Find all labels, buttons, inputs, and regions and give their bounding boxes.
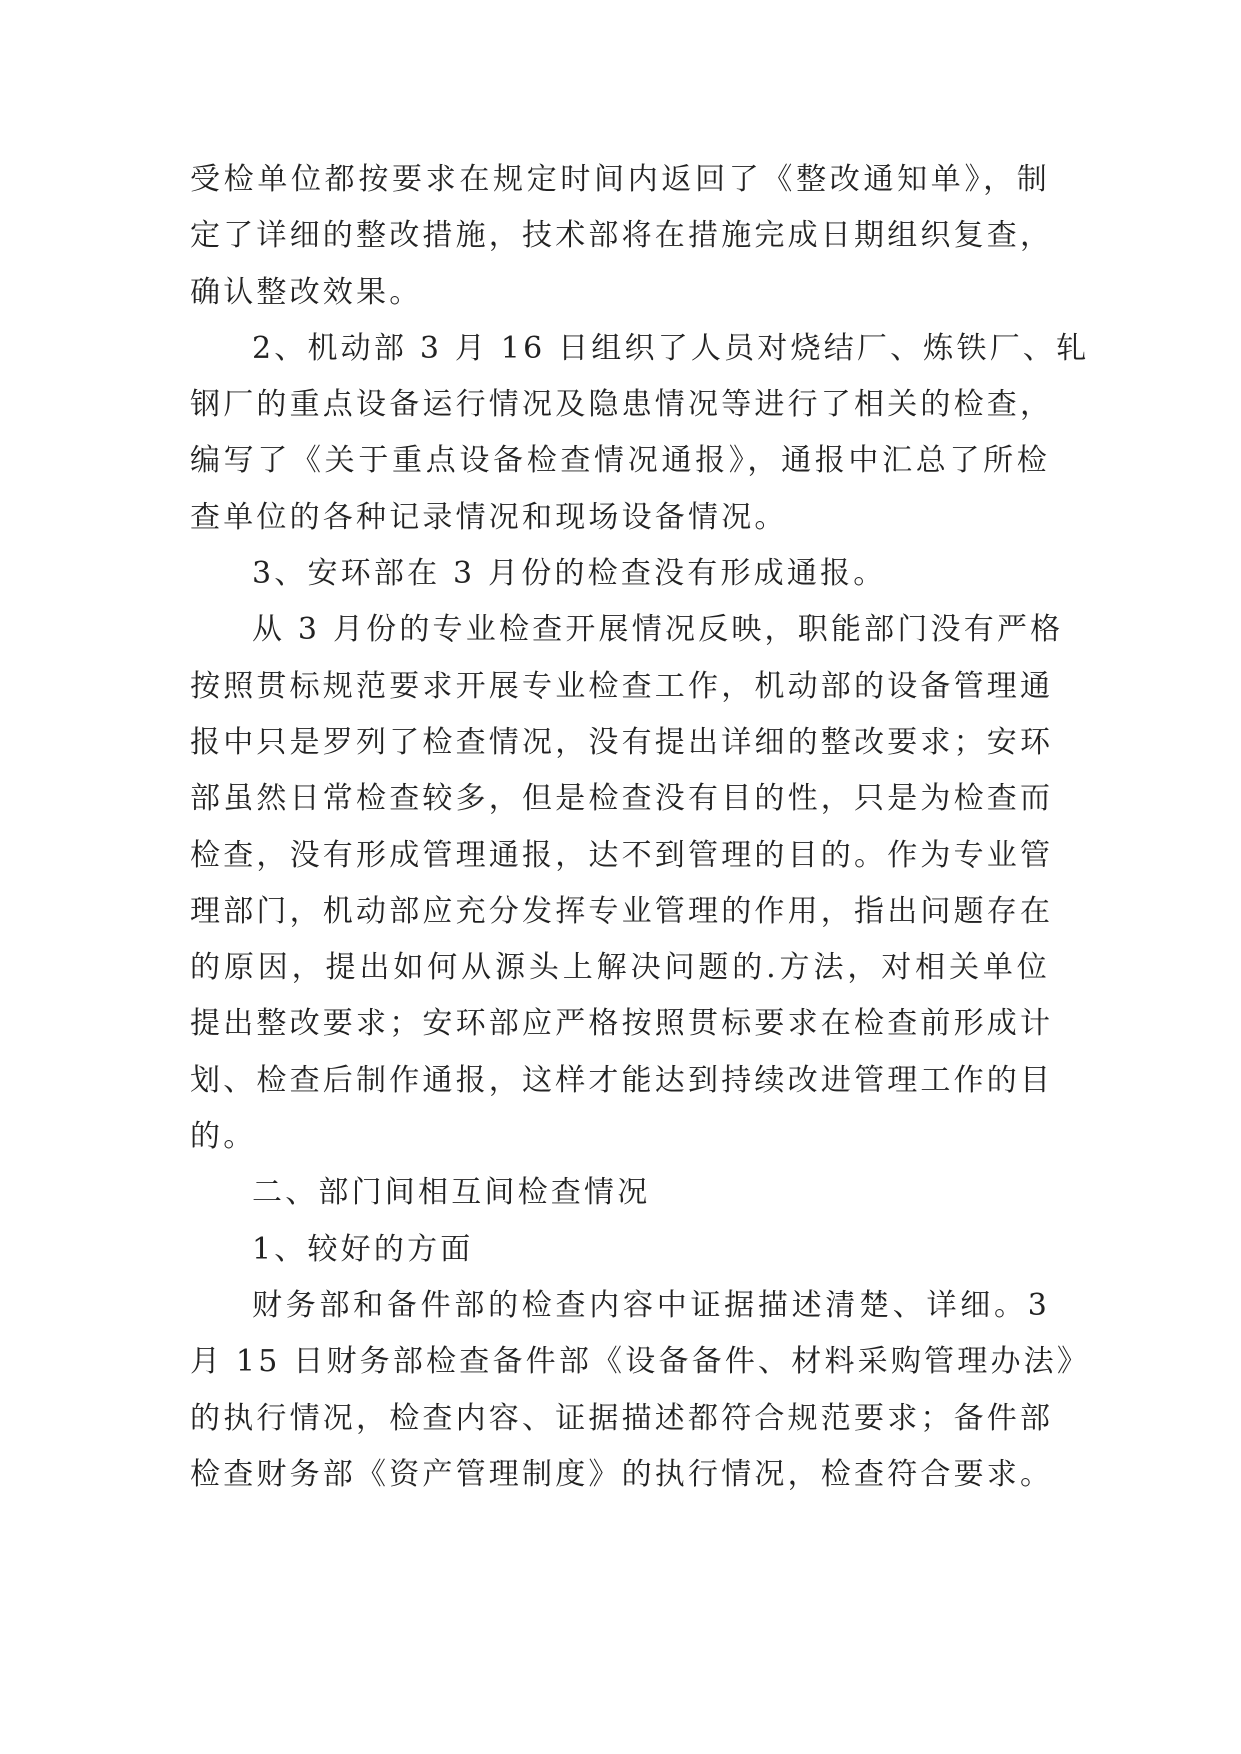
text-line: 的。 <box>190 1119 257 1155</box>
text-line: 部虽然日常检查较多，但是检查没有目的性，只是为检查而 <box>190 781 1054 817</box>
text-line: 提出整改要求；安环部应严格按照贯标要求在检查前形成计 <box>190 1006 1054 1042</box>
text-line: 理部门，机动部应充分发挥专业管理的作用，指出问题存在 <box>190 893 1054 929</box>
subsection-heading: 1、较好的方面 <box>252 1231 474 1267</box>
text-line: 检查，没有形成管理通报，达不到管理的目的。作为专业管 <box>190 837 1054 873</box>
document-body <box>190 152 1091 1503</box>
text-line: 编写了《关于重点设备检查情况通报》，通报中汇总了所检 <box>190 443 1050 479</box>
section-heading: 二、部门间相互间检查情况 <box>252 1175 651 1211</box>
text-line: 3、安环部在 3 月份的检查没有形成通报。 <box>252 556 887 592</box>
text-line: 的执行情况，检查内容、证据描述都符合规范要求；备件部 <box>190 1400 1054 1436</box>
text-line: 定了详细的整改措施，技术部将在措施完成日期组织复查， <box>190 218 1054 254</box>
text-line: 月 15 日财务部检查备件部《设备备件、材料采购管理办法》 <box>190 1344 1091 1380</box>
text-line: 2、机动部 3 月 16 日组织了人员对烧结厂、炼铁厂、轧 <box>252 330 1090 366</box>
text-line: 的原因，提出如何从源头上解决问题的.方法，对相关单位 <box>190 950 1050 986</box>
text-line: 从 3 月份的专业检查开展情况反映，职能部门没有严格 <box>252 612 1064 648</box>
text-line: 受检单位都按要求在规定时间内返回了《整改通知单》，制 <box>190 162 1050 197</box>
text-line: 检查财务部《资产管理制度》的执行情况，检查符合要求。 <box>190 1456 1054 1492</box>
text-line: 查单位的各种记录情况和现场设备情况。 <box>190 499 788 535</box>
text-line: 财务部和备件部的检查内容中证据描述清楚、详细。3 <box>252 1287 1050 1323</box>
text-line: 划、检查后制作通报，这样才能达到持续改进管理工作的目 <box>190 1062 1054 1098</box>
text-line: 按照贯标规范要求开展专业检查工作，机动部的设备管理通 <box>190 668 1054 704</box>
text-line: 报中只是罗列了检查情况，没有提出详细的整改要求；安环 <box>190 724 1054 760</box>
text-line: 确认整改效果。 <box>190 274 423 310</box>
text-line: 钢厂的重点设备运行情况及隐患情况等进行了相关的检查， <box>190 387 1054 423</box>
